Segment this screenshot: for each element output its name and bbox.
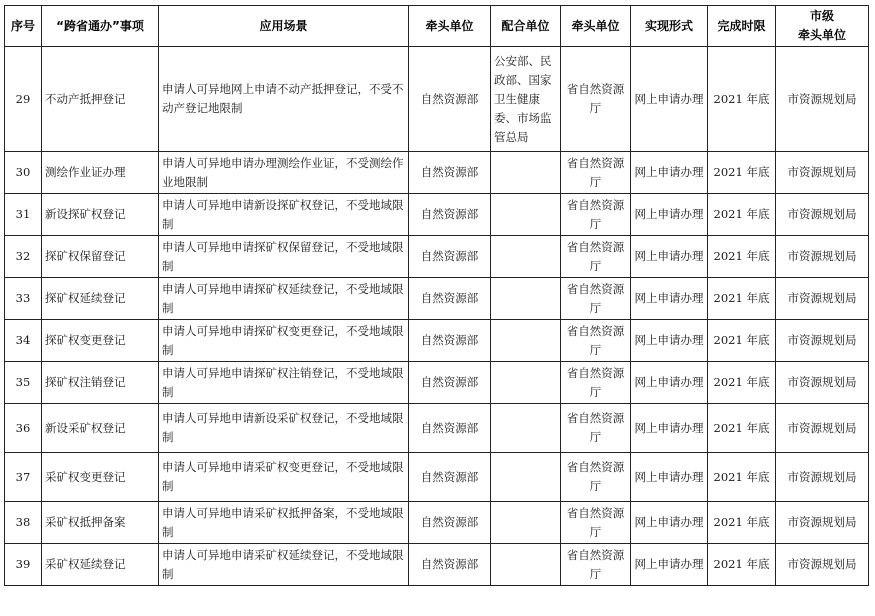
cell-province-lead: 省自然资源厅 (561, 152, 631, 194)
cell-province-lead: 省自然资源厅 (561, 194, 631, 236)
table-row (5, 544, 869, 586)
cell-item: 新设采矿权登记 (42, 404, 159, 453)
cell-deadline: 2021 年底 (708, 320, 776, 362)
cell-deadline: 2021 年底 (708, 502, 776, 544)
cell-city-lead: 市资源规划局 (776, 152, 869, 194)
cell-lead-unit: 自然资源部 (409, 152, 491, 194)
cell-coop-unit (491, 502, 561, 544)
cell-form: 网上申请办理 (631, 194, 708, 236)
header-deadline: 完成时限 (708, 6, 776, 47)
cell-form: 网上申请办理 (631, 278, 708, 320)
header-province-lead: 牵头单位 (561, 6, 631, 47)
cell-lead-unit: 自然资源部 (409, 194, 491, 236)
table-row (5, 404, 869, 453)
header-city-lead (776, 6, 869, 47)
cell-index: 39 (5, 544, 42, 586)
cell-item: 采矿权变更登记 (42, 453, 159, 502)
cell-index: 32 (5, 236, 42, 278)
cell-form: 网上申请办理 (631, 544, 708, 586)
cell-province-lead: 省自然资源厅 (561, 47, 631, 152)
cell-city-lead: 市资源规划局 (776, 278, 869, 320)
cell-scene: 申请人可异地申请采矿权抵押备案，不受地域限制 (159, 502, 409, 544)
header-item: “跨省通办”事项 (42, 6, 159, 47)
cell-scene: 申请人可异地申请探矿权注销登记，不受地域限制 (159, 362, 409, 404)
cell-lead-unit: 自然资源部 (409, 404, 491, 453)
cell-city-lead: 市资源规划局 (776, 404, 869, 453)
cross-province-services-table (4, 5, 869, 586)
cell-province-lead: 省自然资源厅 (561, 453, 631, 502)
cell-form: 网上申请办理 (631, 47, 708, 152)
cell-scene: 申请人可异地申请新设探矿权登记，不受地域限制 (159, 194, 409, 236)
table-row (5, 236, 869, 278)
cell-item: 采矿权延续登记 (42, 544, 159, 586)
table-header (5, 6, 869, 47)
cell-province-lead: 省自然资源厅 (561, 404, 631, 453)
cell-form: 网上申请办理 (631, 320, 708, 362)
cell-lead-unit: 自然资源部 (409, 47, 491, 152)
cell-index: 37 (5, 453, 42, 502)
cell-deadline: 2021 年底 (708, 544, 776, 586)
header-lead-unit: 牵头单位 (409, 6, 491, 47)
cell-city-lead: 市资源规划局 (776, 236, 869, 278)
table-row (5, 152, 869, 194)
cell-province-lead: 省自然资源厅 (561, 278, 631, 320)
header-coop-unit: 配合单位 (491, 6, 561, 47)
table-row (5, 502, 869, 544)
table-body (5, 47, 869, 586)
header-form: 实现形式 (631, 6, 708, 47)
cell-form: 网上申请办理 (631, 236, 708, 278)
cell-index: 33 (5, 278, 42, 320)
cell-item: 不动产抵押登记 (42, 47, 159, 152)
cell-scene: 申请人可异地申请探矿权延续登记，不受地域限制 (159, 278, 409, 320)
cell-coop-unit (491, 362, 561, 404)
cell-coop-unit (491, 236, 561, 278)
cell-lead-unit: 自然资源部 (409, 236, 491, 278)
cell-index: 29 (5, 47, 42, 152)
cell-item: 探矿权变更登记 (42, 320, 159, 362)
table-row (5, 453, 869, 502)
cell-item: 测绘作业证办理 (42, 152, 159, 194)
cell-coop-unit (491, 194, 561, 236)
cell-city-lead: 市资源规划局 (776, 453, 869, 502)
cell-form: 网上申请办理 (631, 362, 708, 404)
cell-deadline: 2021 年底 (708, 236, 776, 278)
cell-form: 网上申请办理 (631, 152, 708, 194)
cell-province-lead: 省自然资源厅 (561, 320, 631, 362)
cell-coop-unit (491, 544, 561, 586)
cell-coop-unit (491, 320, 561, 362)
cell-city-lead: 市资源规划局 (776, 47, 869, 152)
header-city-lead-line2: 牵头单位 (797, 28, 846, 42)
cell-form: 网上申请办理 (631, 453, 708, 502)
cell-index: 38 (5, 502, 42, 544)
cell-index: 36 (5, 404, 42, 453)
cell-form: 网上申请办理 (631, 502, 708, 544)
cell-scene: 申请人可异地申请探矿权变更登记，不受地域限制 (159, 320, 409, 362)
cell-city-lead: 市资源规划局 (776, 320, 869, 362)
cell-province-lead: 省自然资源厅 (561, 236, 631, 278)
cell-coop-unit: 公安部、民政部、国家卫生健康委、市场监管总局 (491, 47, 561, 152)
cell-province-lead: 省自然资源厅 (561, 362, 631, 404)
cell-deadline: 2021 年底 (708, 194, 776, 236)
cell-deadline: 2021 年底 (708, 404, 776, 453)
table-row (5, 278, 869, 320)
cell-city-lead: 市资源规划局 (776, 502, 869, 544)
cell-deadline: 2021 年底 (708, 362, 776, 404)
cell-lead-unit: 自然资源部 (409, 362, 491, 404)
cell-item: 探矿权保留登记 (42, 236, 159, 278)
cell-deadline: 2021 年底 (708, 453, 776, 502)
cell-lead-unit: 自然资源部 (409, 453, 491, 502)
cell-scene: 申请人可异地申请采矿权延续登记，不受地域限制 (159, 544, 409, 586)
cell-deadline: 2021 年底 (708, 278, 776, 320)
cell-item: 采矿权抵押备案 (42, 502, 159, 544)
header-row (5, 6, 869, 47)
cell-coop-unit (491, 404, 561, 453)
cell-item: 探矿权延续登记 (42, 278, 159, 320)
cell-lead-unit: 自然资源部 (409, 278, 491, 320)
table-row (5, 47, 869, 152)
cell-scene: 申请人可异地申请采矿权变更登记，不受地域限制 (159, 453, 409, 502)
cell-deadline: 2021 年底 (708, 152, 776, 194)
cell-index: 31 (5, 194, 42, 236)
cell-lead-unit: 自然资源部 (409, 502, 491, 544)
cell-city-lead: 市资源规划局 (776, 544, 869, 586)
cell-province-lead: 省自然资源厅 (561, 544, 631, 586)
cell-index: 35 (5, 362, 42, 404)
cell-city-lead: 市资源规划局 (776, 194, 869, 236)
table-row (5, 194, 869, 236)
cell-coop-unit (491, 152, 561, 194)
cell-province-lead: 省自然资源厅 (561, 502, 631, 544)
cell-coop-unit (491, 278, 561, 320)
header-scene: 应用场景 (159, 6, 409, 47)
cell-index: 34 (5, 320, 42, 362)
header-index: 序号 (5, 6, 42, 47)
cell-item: 新设探矿权登记 (42, 194, 159, 236)
cell-form: 网上申请办理 (631, 404, 708, 453)
table-row (5, 362, 869, 404)
cell-scene: 申请人可异地申请新设采矿权登记，不受地域限制 (159, 404, 409, 453)
cell-city-lead: 市资源规划局 (776, 362, 869, 404)
cell-item: 探矿权注销登记 (42, 362, 159, 404)
cell-coop-unit (491, 453, 561, 502)
cell-scene: 申请人可异地网上申请不动产抵押登记，不受不动产登记地限制 (159, 47, 409, 152)
cell-lead-unit: 自然资源部 (409, 544, 491, 586)
table-row (5, 320, 869, 362)
header-city-lead-line1: 市级 (809, 9, 834, 23)
cell-scene: 申请人可异地申请办理测绘作业证，不受测绘作业地限制 (159, 152, 409, 194)
cell-index: 30 (5, 152, 42, 194)
cell-scene: 申请人可异地申请探矿权保留登记，不受地域限制 (159, 236, 409, 278)
cell-lead-unit: 自然资源部 (409, 320, 491, 362)
cell-deadline: 2021 年底 (708, 47, 776, 152)
